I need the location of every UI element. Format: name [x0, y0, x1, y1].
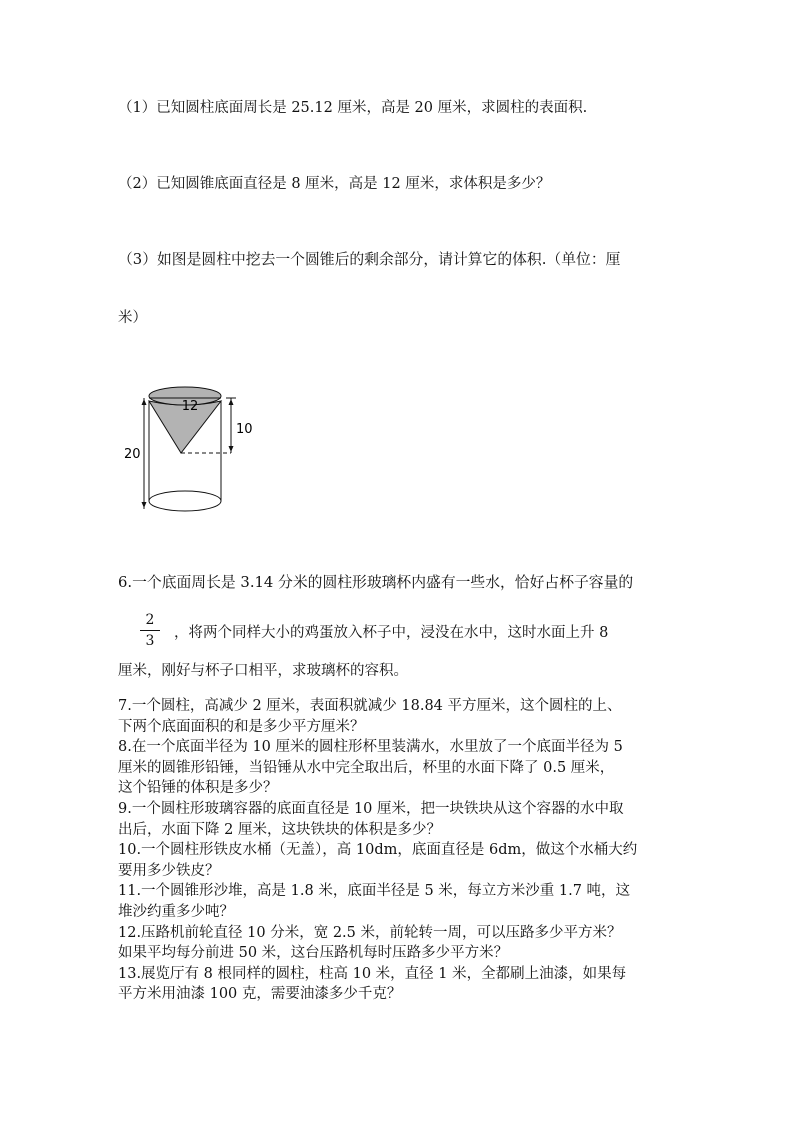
- cone-height-label: 10: [236, 422, 253, 437]
- question-1: （1）已知圆柱底面周长是 25.12 厘米，高是 20 厘米，求圆柱的表面积.: [118, 100, 588, 116]
- problem-line: 如果平均每分前进 50 米，这台压路机每时压路多少平方米？: [118, 945, 509, 962]
- problem-line: 11.一个圆锥形沙堆，高是 1.8 米，底面半径是 5 米，每立方米沙重 1.7 吨，这: [118, 883, 631, 900]
- question-3-line-1: （3）如图是圆柱中挖去一个圆锥后的剩余部分，请计算它的体积.（单位：厘: [118, 251, 621, 268]
- arrow-up-icon: [142, 399, 147, 405]
- problem-line: 这个铅锤的体积是多少？: [118, 780, 278, 797]
- fraction-numerator: 2: [145, 612, 155, 628]
- problem-line: 7.一个圆柱，高减少 2 厘米，表面积就减少 18.84 平方厘米，这个圆柱的上、: [118, 698, 622, 714]
- cylinder-height-label: 20: [124, 447, 141, 462]
- arrow-down-icon: [142, 502, 147, 508]
- problem-line: 要用多少铁皮？: [118, 862, 220, 879]
- arrow-down-icon: [229, 446, 234, 452]
- problem-line: 9.一个圆柱形玻璃容器的底面直径是 10 厘米，把一块铁块从这个容器的水中取: [118, 800, 624, 817]
- problem-6-line-2: ，将两个同样大小的鸡蛋放入杯子中，浸没在水中，这时水面上升 8: [174, 625, 609, 641]
- figure-svg: [118, 380, 253, 520]
- problem-line: 13.展览厅有 8 根同样的圆柱，柱高 10 米，直径 1 米，全都刷上油漆，如果每: [118, 965, 627, 982]
- problem-6-line-3: 厘米，刚好与杯子口相平，求玻璃杯的容积。: [118, 663, 408, 679]
- arrow-up-icon: [229, 399, 234, 405]
- cylinder-cone-figure: [118, 380, 253, 520]
- problem-line: 12.压路机前轮直径 10 分米，宽 2.5 米，前轮转一周，可以压路多少平方米？: [118, 924, 622, 941]
- question-3-line-2: 米）: [118, 310, 147, 326]
- problems-7-13: [118, 696, 663, 1005]
- problem-line: 8.在一个底面半径为 10 厘米的圆柱形杯里装满水，水里放了一个底面半径为 5: [118, 739, 623, 756]
- fraction-two-thirds: [140, 612, 160, 649]
- problem-line: 下两个底面面积的和是多少平方厘米？: [118, 718, 365, 735]
- question-2: （2）已知圆锥底面直径是 8 厘米，高是 12 厘米，求体积是多少？: [118, 176, 551, 192]
- cylinder-bottom-ellipse: [149, 491, 221, 511]
- fraction-denominator: 3: [145, 633, 155, 649]
- diameter-label: 12: [181, 399, 199, 414]
- problem-line: 厘米的圆锥形铅锤，当铅锤从水中完全取出后，杯里的水面下降了 0.5 厘米，: [118, 759, 615, 776]
- fraction-bar: [140, 630, 160, 631]
- problem-line: 出后，水面下降 2 厘米，这块铁块的体积是多少？: [118, 821, 441, 838]
- problem-line: 10.一个圆柱形铁皮水桶（无盖），高 10dm，底面直径是 6dm，做这个水桶大约: [118, 842, 638, 859]
- problem-line: 堆沙约重多少吨？: [118, 903, 234, 920]
- problem-line: 平方米用油漆 100 克，需要油漆多少千克？: [118, 986, 402, 1003]
- problem-6-line-1: 6.一个底面周长是 3.14 分米的圆柱形玻璃杯内盛有一些水，恰好占杯子容量的: [118, 574, 634, 591]
